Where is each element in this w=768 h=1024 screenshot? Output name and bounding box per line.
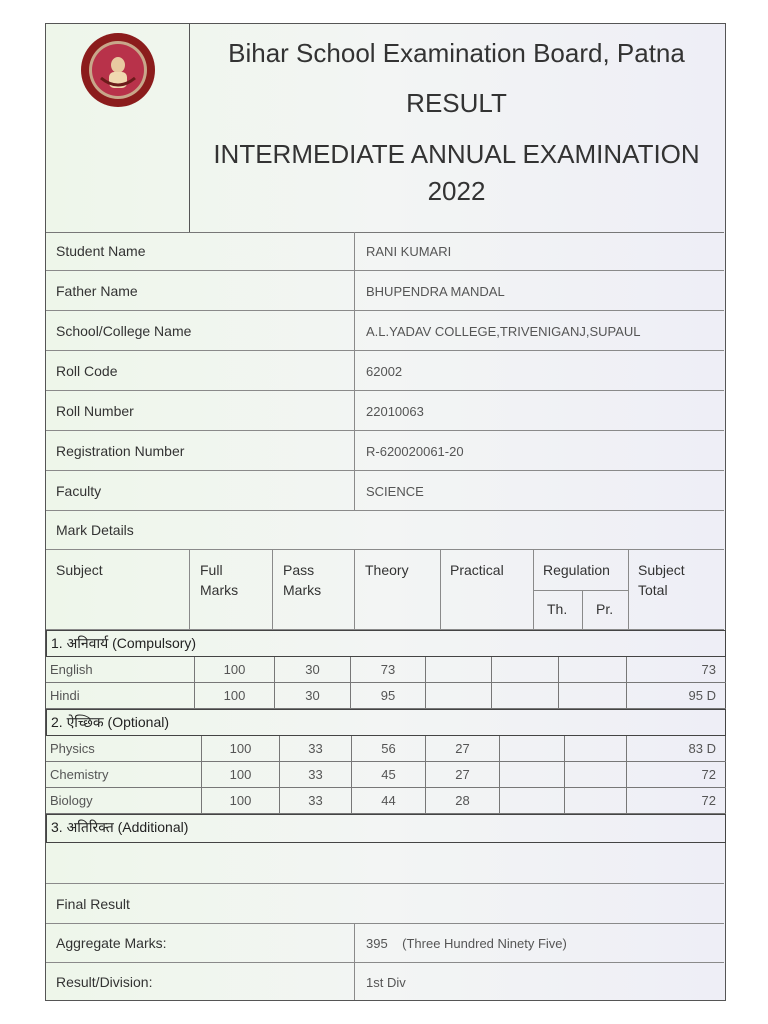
col-practical: Practical bbox=[450, 562, 504, 578]
cell-full-marks: 100 bbox=[201, 788, 279, 813]
aggregate-label: Aggregate Marks: bbox=[56, 935, 167, 951]
board-name: Bihar School Examination Board, Patna bbox=[228, 38, 685, 68]
info-label: Roll Code bbox=[56, 363, 118, 379]
result-title: RESULT bbox=[406, 88, 507, 118]
col-regulation-pr: Pr. bbox=[596, 601, 614, 617]
aggregate-value: 395 (Three Hundred Ninety Five) bbox=[366, 936, 567, 951]
logo-cell bbox=[46, 24, 190, 232]
mark-details-title: Mark Details bbox=[56, 522, 134, 538]
info-row-roll-code bbox=[46, 351, 724, 391]
col-full-marks: Full Marks bbox=[200, 562, 239, 598]
cell-theory: 95 bbox=[350, 683, 425, 708]
cell-regulation-th bbox=[499, 762, 564, 787]
cell-regulation-pr bbox=[558, 657, 626, 682]
cell-pass-marks: 33 bbox=[279, 762, 351, 787]
result-card bbox=[45, 23, 726, 1001]
cell-subject: English bbox=[50, 662, 93, 677]
additional-empty-row bbox=[46, 843, 724, 884]
cell-practical: 28 bbox=[425, 788, 499, 813]
final-result-title: Final Result bbox=[56, 896, 130, 912]
cell-pass-marks: 30 bbox=[274, 683, 350, 708]
aggregate-row bbox=[46, 924, 724, 963]
cell-theory: 44 bbox=[351, 788, 425, 813]
mark-details-title-row bbox=[46, 511, 724, 550]
cell-subject-total: 73 bbox=[626, 657, 726, 682]
info-value: 22010063 bbox=[366, 404, 424, 419]
info-row-student-name bbox=[46, 232, 724, 271]
cell-pass-marks: 30 bbox=[274, 657, 350, 682]
cell-practical: 27 bbox=[425, 736, 499, 761]
cell-practical: 27 bbox=[425, 762, 499, 787]
cell-theory: 45 bbox=[351, 762, 425, 787]
cell-regulation-th bbox=[491, 683, 558, 708]
cell-pass-marks: 33 bbox=[279, 736, 351, 761]
cell-theory: 56 bbox=[351, 736, 425, 761]
info-label: Father Name bbox=[56, 283, 138, 299]
division-label: Result/Division: bbox=[56, 974, 153, 990]
cell-theory: 73 bbox=[350, 657, 425, 682]
exam-year: 2022 bbox=[427, 176, 486, 206]
cell-regulation-th bbox=[499, 788, 564, 813]
info-label: Student Name bbox=[56, 243, 146, 259]
bseb-seal-logo bbox=[79, 32, 157, 108]
cell-regulation-th bbox=[491, 657, 558, 682]
cell-subject: Physics bbox=[50, 741, 95, 756]
cell-full-marks: 100 bbox=[201, 762, 279, 787]
cell-regulation-pr bbox=[558, 683, 626, 708]
result-header bbox=[46, 24, 724, 233]
info-row-faculty bbox=[46, 471, 724, 511]
info-row-father-name bbox=[46, 271, 724, 311]
col-subject-total: Subject Total bbox=[638, 562, 685, 598]
col-regulation: Regulation bbox=[543, 562, 610, 578]
cell-subject: Hindi bbox=[50, 688, 80, 703]
info-label: Registration Number bbox=[56, 443, 185, 459]
section-additional bbox=[46, 814, 726, 843]
cell-subject: Biology bbox=[50, 793, 93, 808]
section-optional-label: 2. ऐच्छिक (Optional) bbox=[51, 714, 170, 730]
cell-regulation-pr bbox=[564, 762, 626, 787]
cell-full-marks: 100 bbox=[201, 736, 279, 761]
table-row bbox=[46, 788, 726, 814]
info-value: SCIENCE bbox=[366, 484, 424, 499]
info-value: A.L.YADAV COLLEGE,TRIVENIGANJ,SUPAUL bbox=[366, 324, 641, 339]
info-row-school-name bbox=[46, 311, 724, 351]
info-value: RANI KUMARI bbox=[366, 244, 452, 259]
table-row bbox=[46, 762, 726, 788]
col-regulation-th: Th. bbox=[547, 601, 568, 617]
cell-subject-total: 72 bbox=[626, 788, 726, 813]
col-theory: Theory bbox=[365, 562, 409, 578]
cell-subject: Chemistry bbox=[50, 767, 109, 782]
cell-full-marks: 100 bbox=[194, 657, 274, 682]
exam-title: INTERMEDIATE ANNUAL EXAMINATION bbox=[213, 139, 700, 169]
cell-regulation-th bbox=[499, 736, 564, 761]
info-label: Roll Number bbox=[56, 403, 134, 419]
table-row bbox=[46, 683, 726, 709]
final-result-title-row bbox=[46, 884, 724, 924]
info-row-roll-number bbox=[46, 391, 724, 431]
cell-pass-marks: 33 bbox=[279, 788, 351, 813]
info-value: BHUPENDRA MANDAL bbox=[366, 284, 505, 299]
info-label: School/College Name bbox=[56, 323, 192, 339]
cell-regulation-pr bbox=[564, 736, 626, 761]
col-subject: Subject bbox=[56, 562, 103, 578]
table-row bbox=[46, 657, 726, 683]
division-value: 1st Div bbox=[366, 975, 406, 990]
info-label: Faculty bbox=[56, 483, 102, 499]
table-row bbox=[46, 736, 726, 762]
col-pass-marks: Pass Marks bbox=[283, 562, 322, 598]
cell-subject-total: 72 bbox=[626, 762, 726, 787]
info-row-registration-number bbox=[46, 431, 724, 471]
info-value: 62002 bbox=[366, 364, 403, 379]
marks-header-row bbox=[46, 550, 724, 630]
division-row bbox=[46, 963, 724, 1000]
info-value: R-620020061-20 bbox=[366, 444, 464, 459]
cell-practical bbox=[425, 657, 491, 682]
section-compulsory-label: 1. अनिवार्य (Compulsory) bbox=[51, 635, 197, 651]
section-additional-label: 3. अतिरिक्त (Additional) bbox=[51, 819, 189, 835]
section-optional bbox=[46, 709, 726, 736]
cell-practical bbox=[425, 683, 491, 708]
cell-full-marks: 100 bbox=[194, 683, 274, 708]
cell-subject-total: 83 D bbox=[626, 736, 726, 761]
cell-subject-total: 95 D bbox=[626, 683, 726, 708]
cell-regulation-pr bbox=[564, 788, 626, 813]
section-compulsory bbox=[46, 630, 726, 657]
